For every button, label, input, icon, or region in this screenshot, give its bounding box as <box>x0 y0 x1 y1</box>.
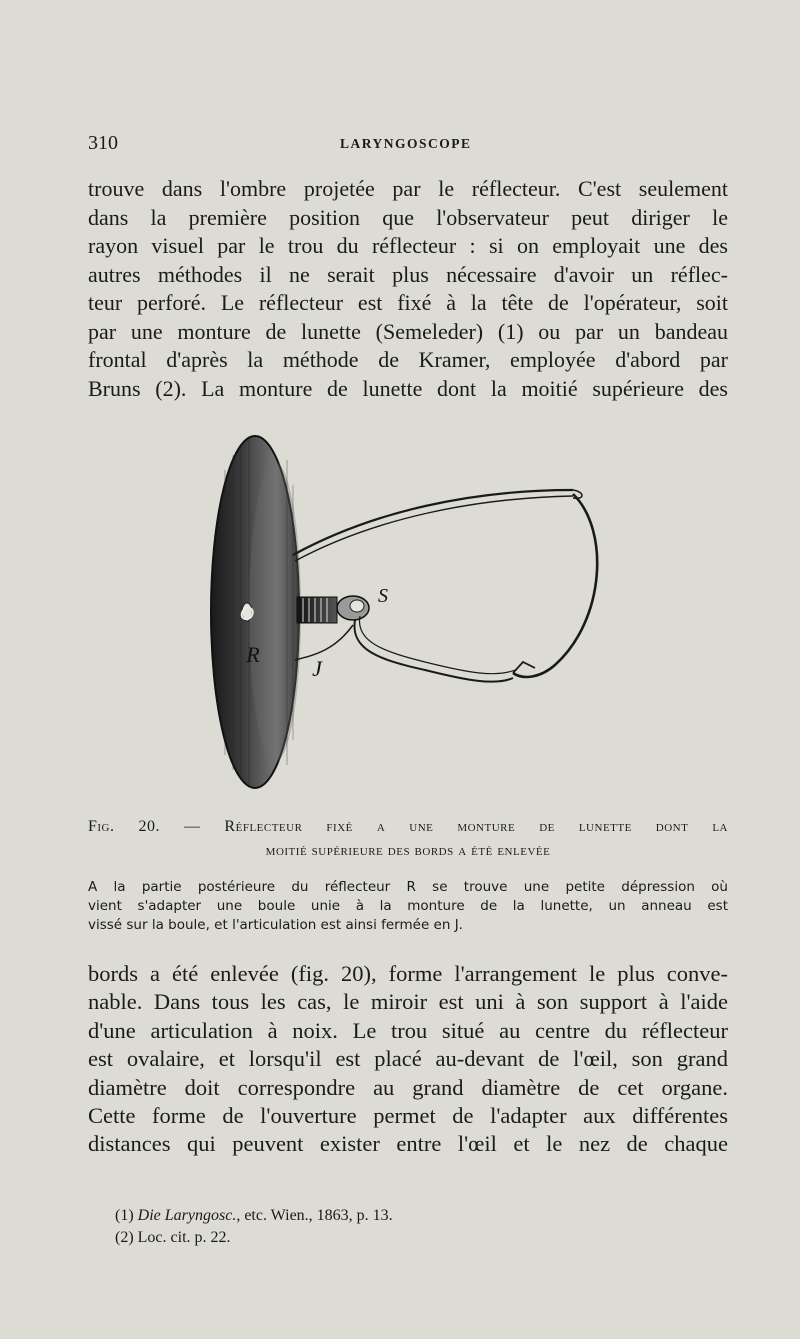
figure-label-s: S <box>378 585 388 607</box>
spectacle-frame <box>293 490 597 682</box>
paragraph-bottom <box>88 960 728 1159</box>
paragraph-top <box>88 175 728 403</box>
figure-caption-title <box>88 815 728 863</box>
reflector-mirror <box>211 436 301 788</box>
text-line: bords a été enlevée (fig. 20), forme l'arrangement le plus conve- <box>88 961 728 986</box>
text-line: rayon visuel par le trou du réflecteur : si on employait une des <box>88 233 728 258</box>
caption-text-line: A la partie postérieure du réflecteur R se trouve une petite dépression où <box>88 879 728 895</box>
caption-title-line: moitié supérieure des bords a été enlevée <box>265 842 551 859</box>
text-line: distances qui peuvent exister entre l'œil et le nez de chaque <box>88 1131 728 1157</box>
text-line: dans la première position que l'observateur peut diriger le <box>88 204 728 230</box>
text-line: Cette forme de l'ouverture permet de l'adapter aux différentes <box>88 1103 728 1129</box>
figure-caption-text <box>88 878 728 935</box>
footnote-title: Die Laryngosc. <box>137 1207 237 1224</box>
text-line: par une monture de lunette (Semeleder) (1) ou par un bandeau <box>88 318 728 344</box>
footnote-number: (2) <box>115 1229 134 1246</box>
footnote-number: (1) <box>115 1207 134 1224</box>
footnote-text: , etc. Wien., 1863, p. 13. <box>236 1207 393 1224</box>
text-line: teur perforé. Le réflecteur est fixé à la tête de l'opérateur, soit <box>88 290 728 315</box>
text-line: est ovalaire, et lorsqu'il est placé au-devant de l'œil, son grand <box>88 1046 728 1072</box>
running-head <box>88 132 728 160</box>
text-line: trouve dans l'ombre projetée par le réflecteur. C'est seulement <box>88 176 728 201</box>
footnotes <box>115 1205 393 1249</box>
ball-joint <box>297 596 369 623</box>
footnote-text: Loc. cit. p. 22. <box>137 1229 231 1246</box>
text-line: frontal d'après la méthode de Kramer, employée d'abord par <box>88 347 728 372</box>
footnote-2 <box>115 1227 393 1249</box>
text-line: diamètre doit correspondre au grand diamètre de cet organe. <box>88 1074 728 1100</box>
running-title: LARYNGOSCOPE <box>340 136 472 151</box>
footnote-1 <box>115 1205 393 1227</box>
figure-label-o: O <box>239 603 255 625</box>
text-line: d'une articulation à noix. Le trou situé au centre du réflecteur <box>88 1017 728 1043</box>
caption-text-line: vissé sur la boule, et l'articulation est ainsi fermée en J. <box>88 917 463 933</box>
caption-text-line: vient s'adapter une boule unie à la monture de la lunette, un anneau est <box>88 898 728 914</box>
page-number: 310 <box>88 132 118 154</box>
text-line: autres méthodes il ne serait plus nécessaire d'avoir un réflec- <box>88 261 728 287</box>
reflector-illustration <box>175 430 615 795</box>
text-line: nable. Dans tous les cas, le miroir est uni à son support à l'aide <box>88 989 728 1015</box>
figure-label-j: J <box>312 656 322 681</box>
caption-title-line: Fig. 20. — Réflecteur fixé a une monture de lunette dont la <box>88 818 728 835</box>
figure-label-r: R <box>246 642 260 667</box>
text-line: Bruns (2). La monture de lunette dont la moitié supérieure des <box>88 375 728 401</box>
